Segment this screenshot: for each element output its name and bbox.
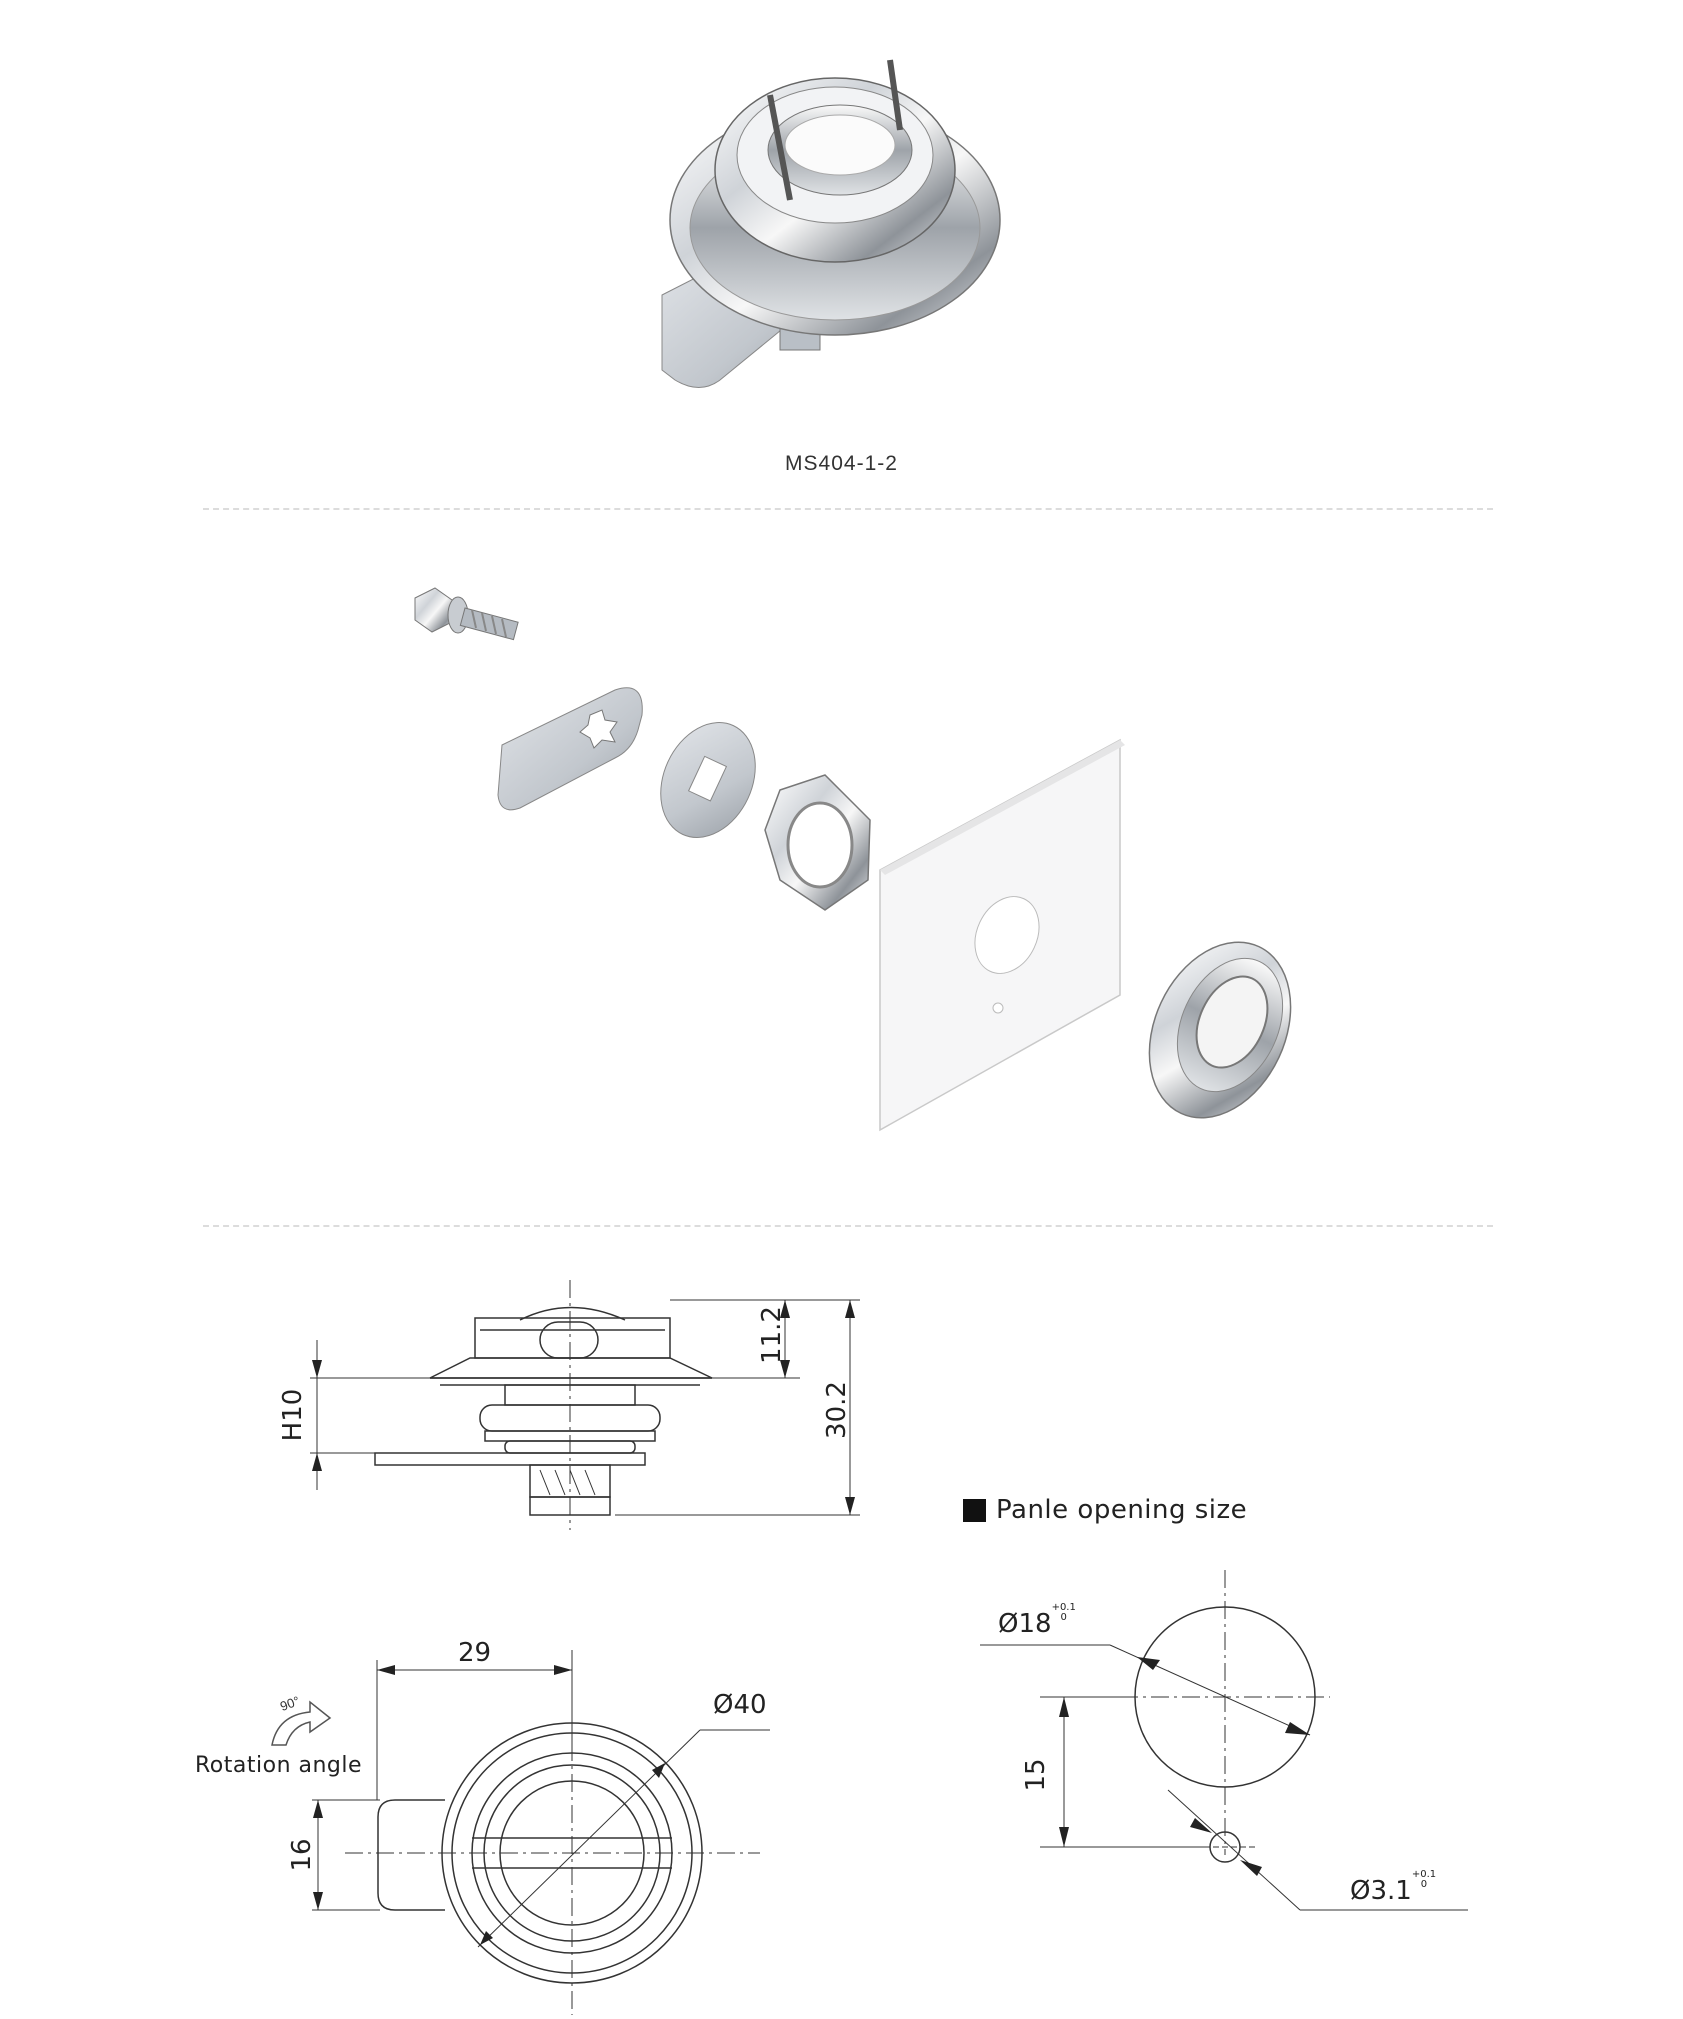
exploded-view: [380, 580, 1340, 1180]
product-render: [600, 50, 1100, 450]
rotation-angle-label: Rotation angle: [195, 1753, 363, 1778]
square-bullet-icon: [963, 1499, 986, 1522]
dim-d18-tolerance: +0.1 0: [1051, 1602, 1076, 1623]
screw-part: [415, 588, 518, 640]
divider-bottom: [203, 1225, 1493, 1227]
lock-head-part: [1122, 919, 1318, 1141]
panel-part: [880, 740, 1125, 1130]
dim-11-2: 11.2: [757, 1306, 787, 1364]
rotation-angle-value: 90°: [278, 1693, 302, 1714]
dim-29: 29: [458, 1638, 492, 1668]
panel-opening-label: Panle opening size: [996, 1495, 1248, 1525]
dim-d3-1: [1350, 1870, 1436, 1906]
cam-part: [498, 688, 642, 810]
hex-nut-part: [765, 775, 870, 910]
dim-15: 15: [1021, 1758, 1051, 1792]
dim-d18: [998, 1603, 1076, 1639]
dim-d18-value: Ø18: [998, 1609, 1052, 1639]
washer-part: [643, 707, 773, 853]
dim-16: 16: [287, 1838, 317, 1872]
dim-d3-1-value: Ø3.1: [1350, 1876, 1412, 1906]
dim-h10: H10: [278, 1388, 308, 1442]
dim-d3-1-tolerance: +0.1 0: [1411, 1869, 1437, 1890]
divider-top: [203, 508, 1493, 510]
model-caption: MS404-1-2: [785, 452, 898, 475]
front-view-drawing: [0, 1620, 900, 2019]
dim-30-2: 30.2: [822, 1381, 852, 1439]
panel-opening-title: [963, 1495, 1247, 1525]
dim-d40: Ø40: [713, 1690, 767, 1720]
